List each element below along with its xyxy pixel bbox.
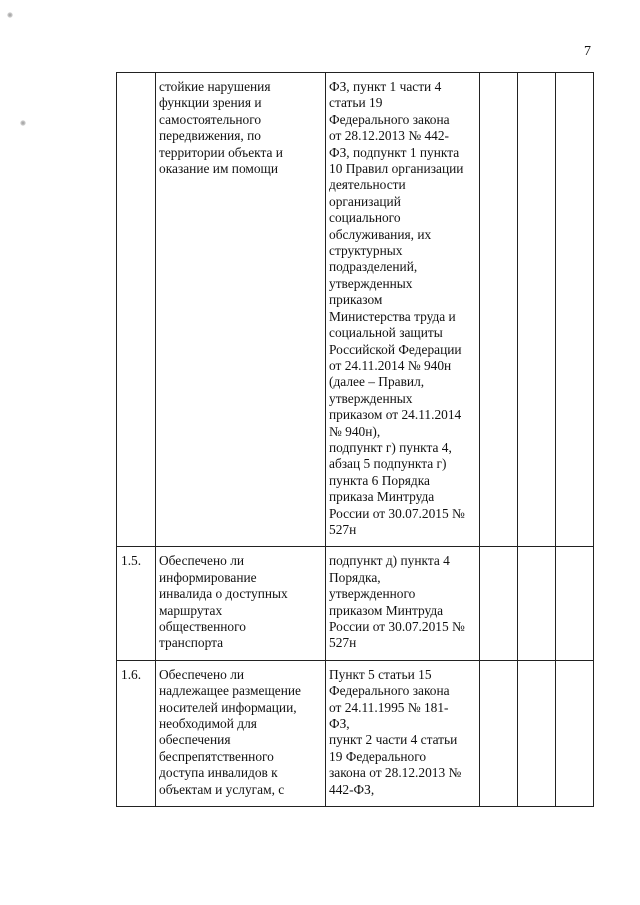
reference-text: ФЗ, пункт 1 части 4 статьи 19 Федерального закона от 28.12.2013 № 442- ФЗ, подпункт 1 пункта 10 Правил организации деятельности организаций социального обслуживания, их структурных подразделений, утвержденных приказом Министерства труда и социальной защиты Российской Федерации от 24.11.2014 № 940н (далее – Правил, утвержденных приказом от 24.11.2014 № 940н), подпункт г) пункта 4, абзац 5 подпункта г) пункта 6 Порядка приказа Минтруда России от 30.07.2015 № 527н <box>329 79 465 537</box>
table-row <box>117 660 594 806</box>
answer-cell-yes <box>480 660 518 806</box>
row-number <box>117 73 156 547</box>
answer-cell-no <box>518 547 556 660</box>
table-row <box>117 547 594 660</box>
question-cell <box>156 547 326 660</box>
scan-speck <box>7 12 13 18</box>
answer-cell-yes <box>480 547 518 660</box>
question-cell <box>156 73 326 547</box>
answer-cell-yes <box>480 73 518 547</box>
answer-cell-no <box>518 73 556 547</box>
scan-speck <box>20 120 26 126</box>
answer-cell-na <box>556 547 594 660</box>
question-cell <box>156 660 326 806</box>
question-text: стойкие нарушения функции зрения и самостоятельного передвижения, по территории объекта и оказание им помощи <box>159 79 283 177</box>
reference-cell <box>326 660 480 806</box>
row-number: 1.6. <box>117 660 156 806</box>
question-text: Обеспечено ли надлежащее размещение носителей информации, необходимой для обеспечения беспрепятственного доступа инвалидов к объектам и услугам, с <box>159 666 301 797</box>
checklist-table <box>116 72 594 807</box>
reference-cell <box>326 73 480 547</box>
answer-cell-na <box>556 73 594 547</box>
question-text: Обеспечено ли информирование инвалида о доступных маршрутах общественного транспорта <box>159 553 288 651</box>
row-number: 1.5. <box>117 547 156 660</box>
reference-text: подпункт д) пункта 4 Порядка, утвержденного приказом Минтруда России от 30.07.2015 № 527н <box>329 553 465 651</box>
answer-cell-no <box>518 660 556 806</box>
answer-cell-na <box>556 660 594 806</box>
page-number: 7 <box>584 44 591 59</box>
table-row <box>117 73 594 547</box>
reference-text: Пункт 5 статьи 15 Федерального закона от 24.11.1995 № 181- ФЗ, пункт 2 части 4 статьи 19 Федерального закона от 28.12.2013 № 442-ФЗ, <box>329 666 462 797</box>
reference-cell <box>326 547 480 660</box>
